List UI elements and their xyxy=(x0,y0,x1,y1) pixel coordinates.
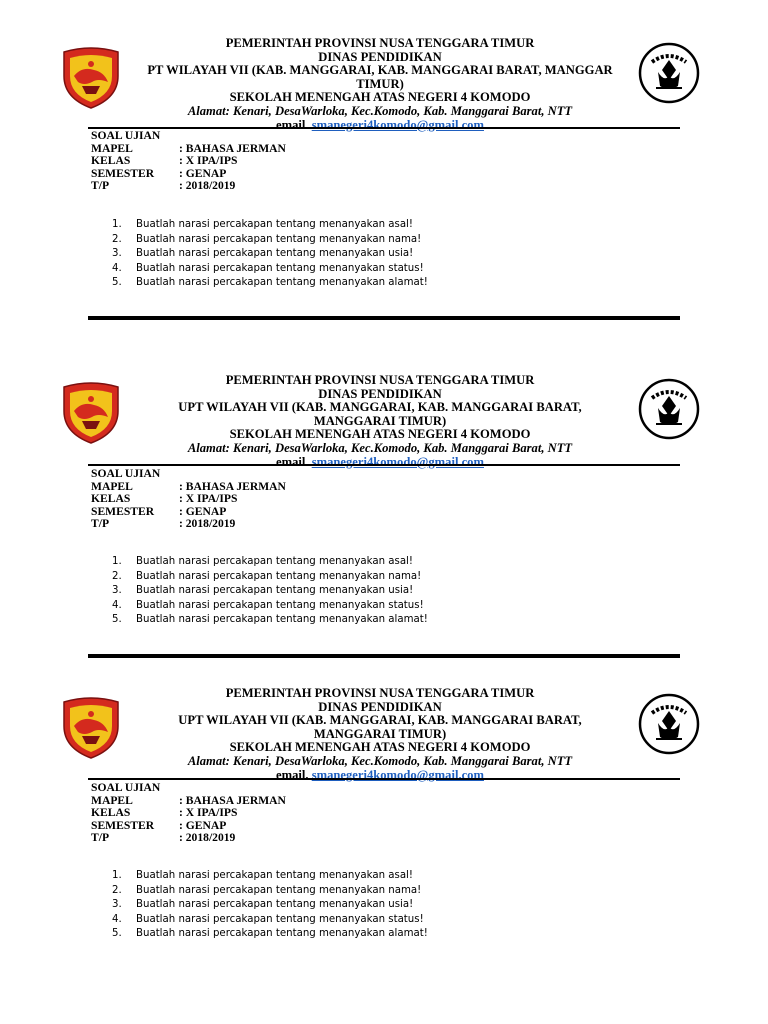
exam-meta xyxy=(91,782,511,845)
meta-key: KELAS xyxy=(91,806,131,820)
question-number: 3. xyxy=(112,248,122,260)
question-number: 2. xyxy=(112,570,122,582)
meta-title: SOAL UJIAN xyxy=(91,467,161,480)
question-text: Buatlah narasi percakapan tentang menanyakan usia! xyxy=(136,585,414,597)
question-item xyxy=(112,570,632,585)
header-school: SEKOLAH MENENGAH ATAS NEGERI 4 KOMODO xyxy=(229,427,531,442)
question-number: 5. xyxy=(112,614,122,626)
question-item xyxy=(112,927,632,942)
question-item xyxy=(112,555,632,570)
tut-wuri-handayani-icon xyxy=(638,378,700,440)
meta-key: MAPEL xyxy=(91,793,133,807)
meta-key: T/P xyxy=(91,517,110,531)
meta-value: : BAHASA JERMAN xyxy=(179,141,286,155)
letterhead xyxy=(120,374,640,469)
meta-key: SEMESTER xyxy=(91,818,155,832)
meta-row xyxy=(91,481,511,494)
meta-value: : X IPA/IPS xyxy=(179,806,238,820)
header-region-cont: TIMUR) xyxy=(356,76,404,91)
meta-row xyxy=(91,795,511,808)
header-government: PEMERINTAH PROVINSI NUSA TENGGARA TIMUR xyxy=(225,373,535,387)
sheet-separator xyxy=(88,654,680,658)
email-label: email. xyxy=(276,117,309,132)
header-region-cont: MANGGARAI TIMUR) xyxy=(313,413,447,428)
exam-meta xyxy=(91,130,511,193)
meta-value: : BAHASA JERMAN xyxy=(179,793,286,807)
question-item xyxy=(112,584,632,599)
email-link[interactable]: smanegeri4komodo@gmail.com xyxy=(311,117,484,132)
question-item xyxy=(112,898,632,913)
provincial-shield-icon xyxy=(60,46,122,110)
question-item xyxy=(112,262,632,277)
question-text: Buatlah narasi percakapan tentang menanyakan nama! xyxy=(136,884,422,896)
question-number: 5. xyxy=(112,928,122,940)
header-region: UPT WILAYAH VII (KAB. MANGGARAI, KAB. MANGGARAI BARAT, xyxy=(178,713,582,728)
meta-value: : X IPA/IPS xyxy=(179,492,238,506)
question-text: Buatlah narasi percakapan tentang menanyakan nama! xyxy=(136,570,422,582)
header-government: PEMERINTAH PROVINSI NUSA TENGGARA TIMUR xyxy=(225,686,535,700)
meta-row xyxy=(91,807,511,820)
question-text: Buatlah narasi percakapan tentang menanyakan usia! xyxy=(136,899,414,911)
question-number: 3. xyxy=(112,899,122,911)
email-link[interactable]: smanegeri4komodo@gmail.com xyxy=(311,454,484,469)
header-divider xyxy=(88,464,680,466)
meta-key: SEMESTER xyxy=(91,166,155,180)
question-number: 3. xyxy=(112,585,122,597)
header-divider xyxy=(88,778,680,780)
meta-value: : GENAP xyxy=(179,504,227,518)
header-school: SEKOLAH MENENGAH ATAS NEGERI 4 KOMODO xyxy=(229,90,531,105)
question-item xyxy=(112,913,632,928)
header-department: DINAS PENDIDIKAN xyxy=(318,699,442,714)
question-number: 5. xyxy=(112,277,122,289)
question-text: Buatlah narasi percakapan tentang menanyakan usia! xyxy=(136,248,414,260)
meta-value: : 2018/2019 xyxy=(179,517,236,531)
meta-row xyxy=(91,155,511,168)
header-region: UPT WILAYAH VII (KAB. MANGGARAI, KAB. MANGGARAI BARAT, xyxy=(178,400,582,415)
question-text: Buatlah narasi percakapan tentang menanyakan nama! xyxy=(136,233,422,245)
meta-key: T/P xyxy=(91,831,110,845)
header-school: SEKOLAH MENENGAH ATAS NEGERI 4 KOMODO xyxy=(229,740,531,755)
meta-key: KELAS xyxy=(91,492,131,506)
header-department: DINAS PENDIDIKAN xyxy=(318,49,442,64)
question-number: 4. xyxy=(112,599,122,611)
question-item xyxy=(112,233,632,248)
question-text: Buatlah narasi percakapan tentang menanyakan status! xyxy=(136,599,424,611)
question-list xyxy=(112,218,632,291)
header-government: PEMERINTAH PROVINSI NUSA TENGGARA TIMUR xyxy=(225,36,535,50)
question-item xyxy=(112,884,632,899)
question-item xyxy=(112,276,632,291)
header-address: Alamat: Kenari, DesaWarloka, Kec.Komodo, Kab. Manggarai Barat, NTT xyxy=(187,103,573,118)
question-number: 1. xyxy=(112,870,122,881)
question-text: Buatlah narasi percakapan tentang menanyakan asal! xyxy=(136,870,413,881)
meta-row xyxy=(91,168,511,181)
sheet-separator xyxy=(88,316,680,320)
question-list xyxy=(112,869,632,942)
meta-key: SEMESTER xyxy=(91,504,155,518)
header-region: PT WILAYAH VII (KAB. MANGGARAI, KAB. MANGGARAI BARAT, MANGGAR xyxy=(147,63,613,78)
header-address: Alamat: Kenari, DesaWarloka, Kec.Komodo, Kab. Manggarai Barat, NTT xyxy=(187,753,573,768)
question-item xyxy=(112,613,632,628)
letterhead xyxy=(120,687,640,782)
meta-value: : GENAP xyxy=(179,818,227,832)
meta-row xyxy=(91,832,511,845)
meta-row xyxy=(91,820,511,833)
tut-wuri-handayani-icon xyxy=(638,42,700,104)
provincial-shield-icon xyxy=(60,381,122,445)
meta-key: KELAS xyxy=(91,154,131,168)
meta-row xyxy=(91,518,511,531)
question-text: Buatlah narasi percakapan tentang menanyakan asal! xyxy=(136,556,413,567)
email-link[interactable]: smanegeri4komodo@gmail.com xyxy=(311,767,484,782)
email-label: email. xyxy=(276,767,309,782)
question-number: 1. xyxy=(112,219,122,230)
question-number: 2. xyxy=(112,233,122,245)
meta-row xyxy=(91,493,511,506)
question-text: Buatlah narasi percakapan tentang menanyakan status! xyxy=(136,913,424,925)
meta-row xyxy=(91,180,511,193)
meta-value: : X IPA/IPS xyxy=(179,154,238,168)
provincial-shield-icon xyxy=(60,696,122,760)
question-number: 4. xyxy=(112,913,122,925)
tut-wuri-handayani-icon xyxy=(638,693,700,755)
exam-meta xyxy=(91,468,511,531)
meta-row xyxy=(91,506,511,519)
email-label: email. xyxy=(276,454,309,469)
question-text: Buatlah narasi percakapan tentang menanyakan status! xyxy=(136,262,424,274)
meta-title: SOAL UJIAN xyxy=(91,129,161,142)
question-text: Buatlah narasi percakapan tentang menanyakan asal! xyxy=(136,219,413,230)
question-number: 2. xyxy=(112,884,122,896)
meta-value: : 2018/2019 xyxy=(179,179,236,193)
question-item xyxy=(112,247,632,262)
header-divider xyxy=(88,127,680,129)
header-email-row xyxy=(120,769,640,783)
header-region-cont: MANGGARAI TIMUR) xyxy=(313,726,447,741)
question-text: Buatlah narasi percakapan tentang menanyakan alamat! xyxy=(136,277,428,289)
header-department: DINAS PENDIDIKAN xyxy=(318,386,442,401)
meta-title: SOAL UJIAN xyxy=(91,781,161,794)
question-number: 4. xyxy=(112,262,122,274)
meta-value: : GENAP xyxy=(179,166,227,180)
meta-key: MAPEL xyxy=(91,141,133,155)
meta-value: : BAHASA JERMAN xyxy=(179,479,286,493)
question-item xyxy=(112,599,632,614)
meta-key: T/P xyxy=(91,179,110,193)
meta-value: : 2018/2019 xyxy=(179,831,236,845)
question-list xyxy=(112,555,632,628)
meta-row xyxy=(91,143,511,156)
question-item xyxy=(112,869,632,884)
letterhead xyxy=(120,37,640,132)
question-text: Buatlah narasi percakapan tentang menanyakan alamat! xyxy=(136,928,428,940)
question-text: Buatlah narasi percakapan tentang menanyakan alamat! xyxy=(136,614,428,626)
question-number: 1. xyxy=(112,556,122,567)
header-address: Alamat: Kenari, DesaWarloka, Kec.Komodo, Kab. Manggarai Barat, NTT xyxy=(187,440,573,455)
meta-key: MAPEL xyxy=(91,479,133,493)
question-item xyxy=(112,218,632,233)
